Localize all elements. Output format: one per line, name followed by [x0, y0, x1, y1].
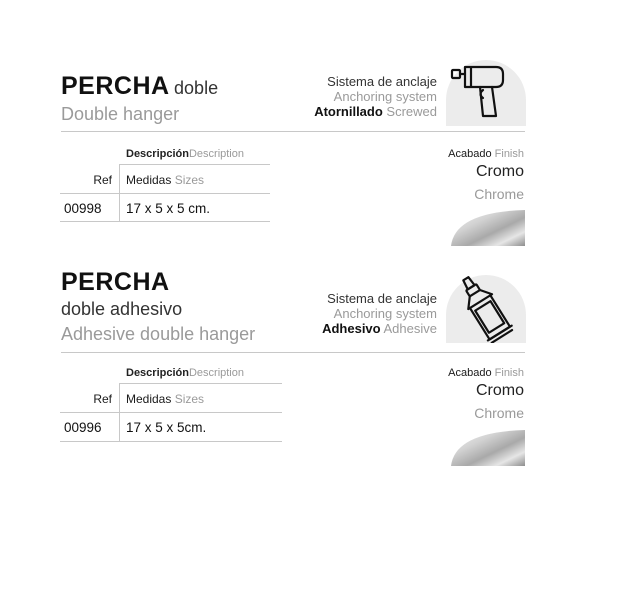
product-title-sub: doble — [174, 78, 219, 98]
table-rule — [120, 383, 282, 384]
table-rule — [120, 164, 270, 165]
sizes-label-es: Medidas — [126, 173, 172, 187]
table-rule — [60, 193, 270, 194]
product-title-main: PERCHA — [61, 268, 170, 296]
finish-value-es: Cromo — [475, 163, 524, 180]
description-label-en: Description — [188, 367, 244, 379]
description-label-es: Descripción — [126, 367, 189, 379]
product-title-english: Adhesive double hanger — [61, 324, 256, 344]
anchoring-label-en: Anchoring system — [333, 306, 437, 321]
product-ref: 00998 — [64, 201, 102, 216]
anchoring-value-en: Screwed — [386, 104, 437, 119]
sizes-label-es: Medidas — [126, 392, 172, 406]
anchoring-value-en: Adhesive — [383, 321, 437, 336]
ref-header: Ref — [93, 392, 112, 406]
anchoring-label-es: Sistema de anclaje — [327, 291, 437, 306]
product-title-english: Double hanger — [61, 104, 180, 124]
description-label-en: Description — [188, 148, 244, 160]
table-description-header — [126, 367, 244, 379]
table-description-header — [126, 148, 244, 160]
sizes-header — [126, 173, 204, 187]
table-rule — [60, 221, 270, 222]
finish-label — [448, 148, 524, 160]
glue-tube-icon — [446, 271, 526, 343]
sizes-label-en: Sizes — [174, 173, 205, 187]
chrome-swatch — [451, 210, 525, 246]
product-title-main: PERCHA — [61, 72, 170, 100]
section-divider — [61, 131, 525, 132]
ref-header: Ref — [93, 173, 112, 187]
table-rule — [60, 441, 282, 442]
finish-value-en: Chrome — [474, 405, 524, 421]
description-label-es: Descripción — [126, 148, 189, 160]
anchoring-label-es: Sistema de anclaje — [327, 74, 437, 89]
finish-label-en: Finish — [494, 148, 524, 160]
sizes-header — [126, 392, 204, 406]
finish-value-en: Chrome — [474, 186, 524, 202]
finish-value-es: Cromo — [475, 382, 524, 399]
anchoring-value-es: Atornillado — [314, 104, 383, 119]
section-divider — [61, 352, 525, 353]
product-ref: 00996 — [64, 420, 102, 435]
finish-label-es: Acabado — [448, 148, 492, 160]
finish-label-en: Finish — [494, 367, 524, 379]
table-column-divider — [119, 383, 120, 441]
anchoring-system — [314, 74, 437, 119]
chrome-swatch — [451, 430, 525, 466]
table-rule — [60, 412, 282, 413]
anchoring-system — [322, 291, 437, 336]
product-title-sub: doble adhesivo — [61, 299, 183, 319]
product-size: 17 x 5 x 5 cm. — [126, 201, 211, 216]
product-title — [61, 72, 218, 101]
table-column-divider — [119, 164, 120, 221]
anchoring-value-es: Adhesivo — [322, 321, 381, 336]
sizes-label-en: Sizes — [174, 392, 205, 406]
finish-label — [448, 367, 524, 379]
finish-label-es: Acabado — [448, 367, 492, 379]
product-size: 17 x 5 x 5cm. — [126, 420, 207, 435]
drill-icon — [446, 60, 526, 126]
anchoring-label-en: Anchoring system — [333, 89, 437, 104]
